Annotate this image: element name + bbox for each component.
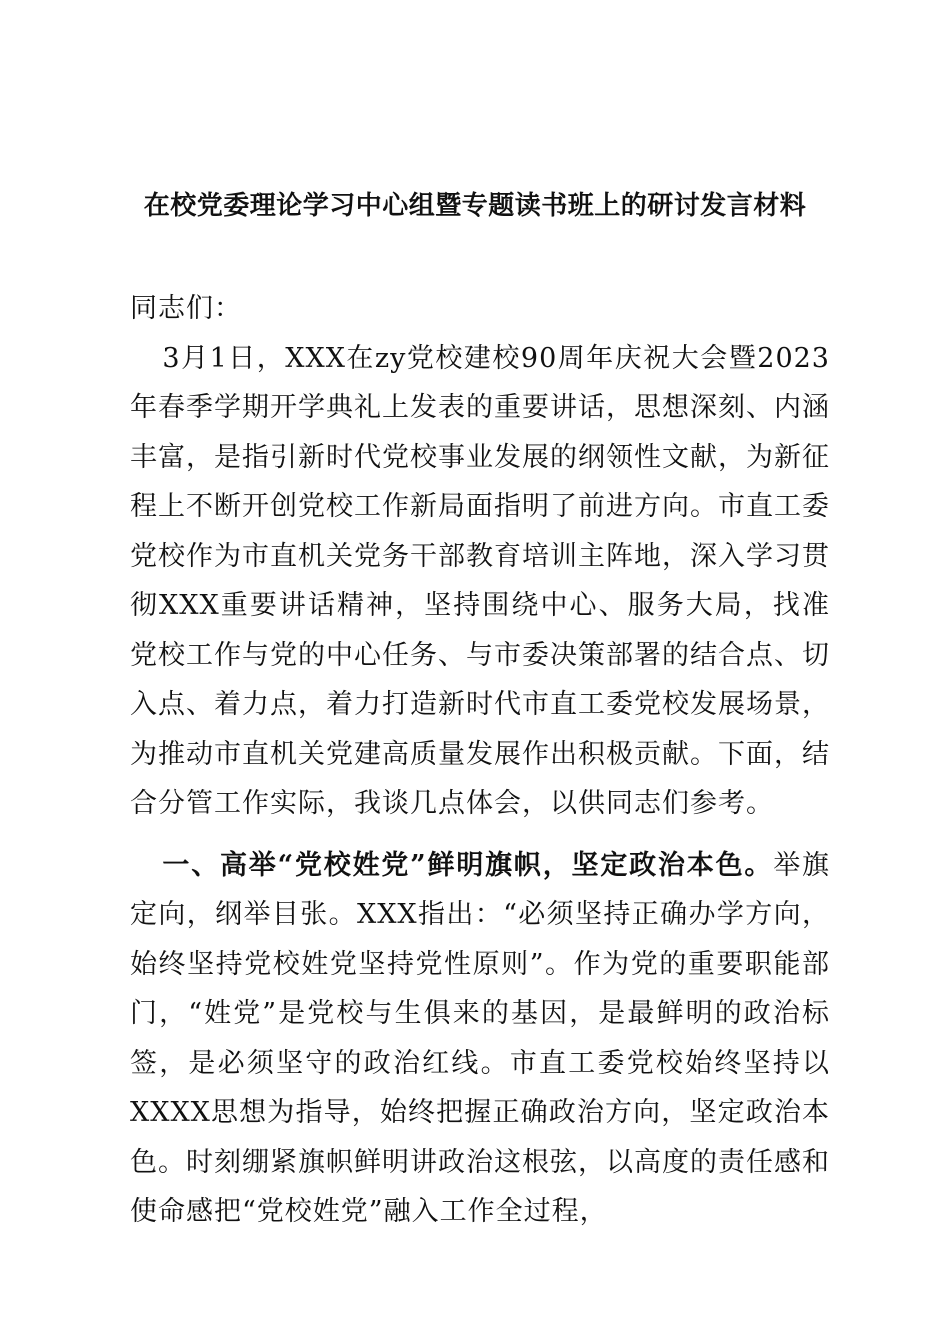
greeting: 同志们： — [130, 293, 242, 324]
document-body — [130, 284, 830, 1237]
section-1-text: 举旗定向，纲举目张。XXX指出：“必须坚持正确办学方向，始终坚持党校姓党坚持党性原则”。作为党的重要职能部门，“姓党”是党校与生俱来的基因，是最鲜明的政治标签，是必须坚守的政治红线。市直工委党校始终坚持以XXXX思想为指导，始终把握正确政治方向，坚定政治本色。时刻绷紧旗帜鲜明讲政治这根弦，以高度的责任感和使命感把“党校姓党”融入工作全过程， — [130, 849, 831, 1227]
paragraph-1: 3月1日，XXX在zy党校建校90周年庆祝大会暨2023年春季学期开学典礼上发表的重要讲话，思想深刻、内涵丰富，是指引新时代党校事业发展的纲领性文献，为新征程上不断开创党校工作新局面指明了前进方向。市直工委党校作为市直机关党务干部教育培训主阵地，深入学习贯彻XXX重要讲话精神，坚持围绕中心、服务大局，找准党校工作与党的中心任务、与市委决策部署的结合点、切入点、着力点，着力打造新时代市直工委党校发展场景，为推动市直机关党建高质量发展作出积极贡献。下面，结合分管工作实际，我谈几点体会，以供同志们参考。 — [130, 342, 830, 819]
section-1-heading: 一、高举“党校姓党”鲜明旗帜，坚定政治本色。 — [162, 849, 774, 881]
section-1-paragraph — [130, 841, 830, 1237]
document-title: 在校党委理论学习中心组暨专题读书班上的研讨发言材料 — [143, 191, 807, 221]
